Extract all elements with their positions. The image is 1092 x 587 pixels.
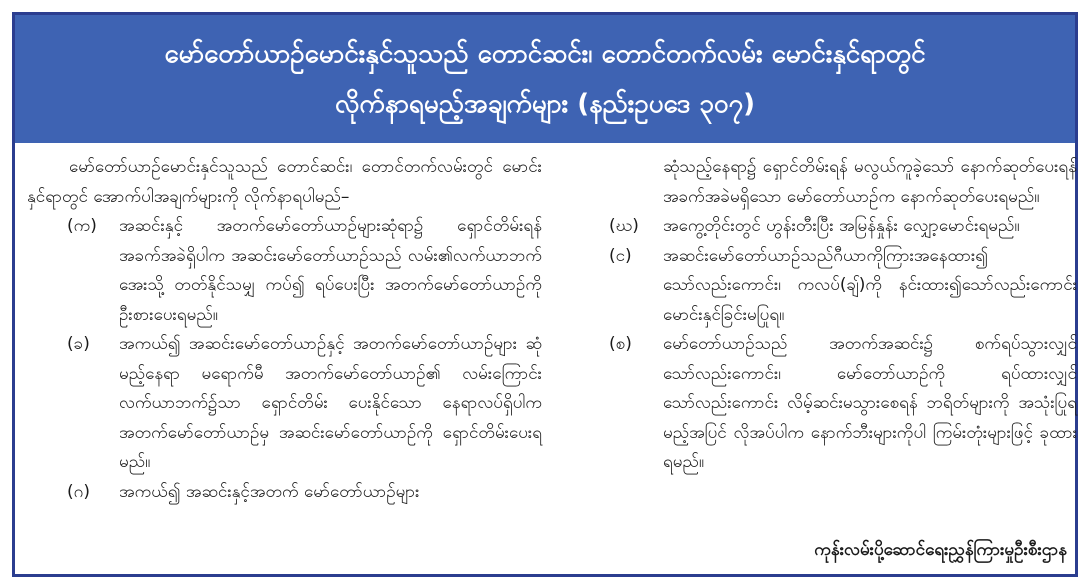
issuing-department: ကုန်းလမ်းပို့ဆောင်ရေးညွှန်ကြားမှုဦးစီးဌာန [814,540,1067,560]
notice-frame [12,12,1078,577]
rule-item-gha [607,212,1077,242]
rule-marker: (က) [67,216,97,236]
rule-marker: (င) [609,245,632,266]
intro-paragraph: မော်တော်ယာဉ်မောင်းနှင်သူသည် တောင်ဆင်း၊ တောင်တက်လမ်းတွင် မောင်းနှင်ရာတွင် အောက်ပါအချက်များကို လိုက်နာရပါမည်– [27,157,542,207]
title-line-2: လိုက်နာရမည့်အချက်များ (နည်းဥပဒေ ၃၀၇) [334,89,756,119]
rule-text: အကယ်၍ အဆင်းနှင့်အတက် မော်တော်ယာဉ်များ [119,481,420,502]
rule-item-sa [607,330,1077,478]
rule-marker: (ဂ) [67,481,90,502]
rule-text: အဆင်းမော်တော်ယာဉ်သည်ဂီယာကိုကြားအနေထား၍ သော်လည်းကောင်း၊ ကလပ်(ချ်)ကို နင်းထား၍သော်လည်းကောင်း မောင်းနှင်ခြင်းမပြုရ။ [663,245,1077,325]
rule-marker: (ခ) [67,334,90,354]
rule-text: အကွေ့တိုင်းတွင် ဟွန်းတီးပြီး အမြန်နှုန်း လျှော့မောင်းရမည်။ [663,216,1020,236]
rule-text: မော်တော်ယာဉ်သည် အတက်အဆင်း၌ စက်ရပ်သွားလျှင် သော်လည်းကောင်း၊ မော်တော်ယာဉ်ကို ရပ်ထားလျှင် သော်လည်းကောင်း လိမ့်ဆင်းမသွားစေရန် ဘရိတ်များကို အသုံးပြုရမည့်အပြင် လိုအပ်ပါက နောက်ဘီးများကိုပါ ကြမ်းတုံးများဖြင့် ခုထားရမည်။ [663,334,1077,472]
right-column [607,153,1077,478]
rule-text: အကယ်၍ အဆင်းမော်တော်ယာဉ်နှင့် အတက်မော်တော်ယာဉ်များ ဆုံမည့်နေရာ မရောက်မီ အတက်မော်တော်ယာဉ်၏ လမ်းကြောင်း လက်ယာဘက်၌သာ ရှောင်တိမ်း ပေးနိုင်သော နေရာလပ်ရှိပါက အတက်မော်တော်ယာဉ်မှ အဆင်းမော်တော်ယာဉ်ကို ရှောင်တိမ်းပေးရမည်။ [119,334,542,472]
rule-item-ka [27,212,542,330]
rule-text: အဆင်းနှင့် အတက်မော်တော်ယာဉ်များဆုံရာ၌ ရှောင်တိမ်းရန် အခက်အခဲရှိပါက အဆင်းမော်တော်ယာဉ်သည် လမ်း၏လက်ယာဘက်အေးသို့ တတ်နိုင်သမျှ ကပ်၍ ရပ်ပေးပြီး အတက်မော်တော်ယာဉ်ကို ဦးစားပေးရမည်။ [119,216,542,325]
rule-item-kha [27,330,542,478]
rule-item-nga [607,242,1077,331]
title-line-1: မော်တော်ယာဉ်မောင်းနှင်သူသည် တောင်ဆင်း၊ တောင်တက်လမ်း မောင်းနှင်ရာတွင် [164,39,926,69]
rule-item-ga [27,478,542,508]
rule-marker: (ဃ) [609,216,639,236]
rule-ga-continuation: ဆုံသည့်နေရာ၌ ရှောင်တိမ်းရန် မလွယ်ကူခဲ့သော် နောက်ဆုတ်ပေးရန် အခက်အခဲမရှိသော မော်တော်ယာဉ်က နောက်ဆုတ်ပေးရမည်။ [663,157,1077,207]
header-banner [15,15,1075,143]
rule-marker: (စ) [609,334,632,354]
left-column [27,153,542,507]
